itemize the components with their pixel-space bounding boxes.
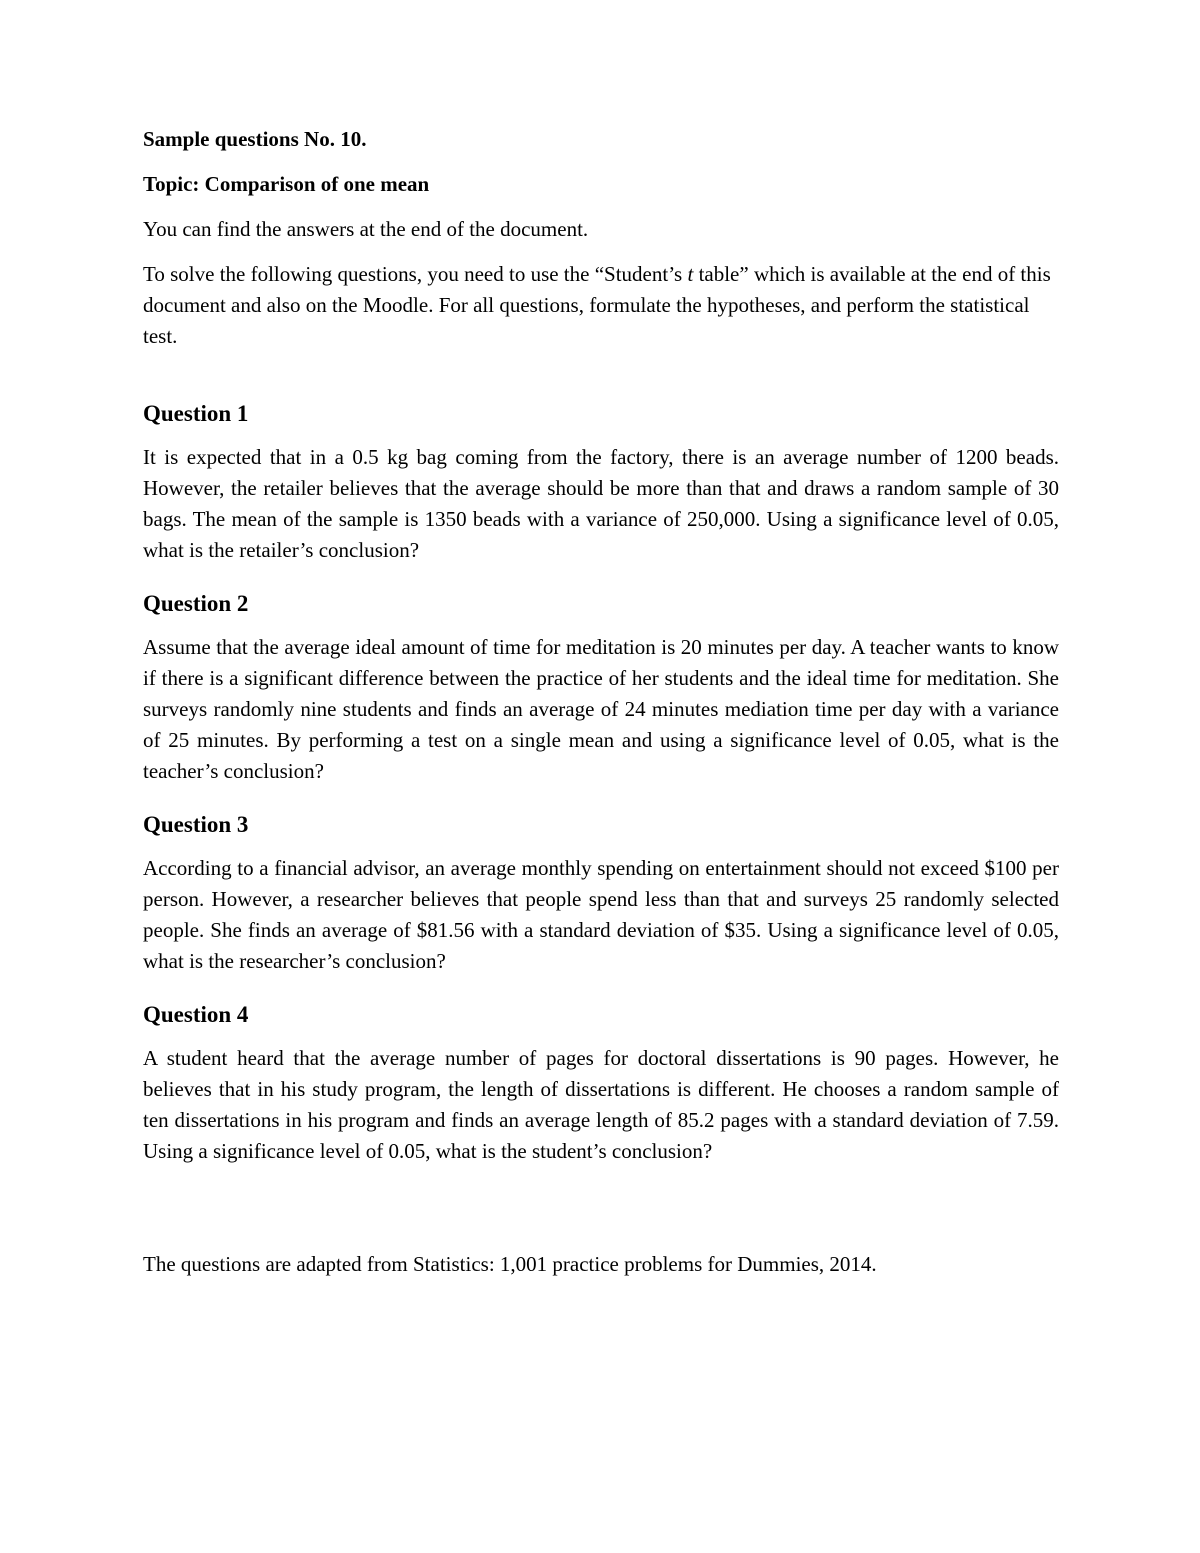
question-4-text: A student heard that the average number of pages for doctoral dissertations is 90 pages. However, he believes that in his study program, the length of dissertations is different. He chooses a random sample of ten dissertations in his program and finds an average length of 85.2 pages with a standard deviation of 7.59. Using a significance level of 0.05, what is the student’s conclusion? <box>143 1046 1059 1163</box>
source-note: The questions are adapted from Statistics: 1,001 practice problems for Dummies, 2014. <box>143 1252 877 1276</box>
question-1 <box>143 398 1059 566</box>
question-3-text: According to a financial advisor, an average monthly spending on entertainment should not exceed $100 per person. However, a researcher believes that people spend less than that and surveys 25 randomly selected people. She finds an average of $81.56 with a standard deviation of $35. Using a significance level of 0.05, what is the researcher’s conclusion? <box>143 856 1059 973</box>
intro-paragraph: You can find the answers at the end of the document. <box>143 217 589 241</box>
instructions-t-letter: t <box>687 262 694 286</box>
question-4-heading: Question 4 <box>143 1002 249 1027</box>
question-1-heading: Question 1 <box>143 401 249 426</box>
document-title: Sample questions No. 10. <box>143 127 367 151</box>
question-4 <box>143 999 1059 1167</box>
instructions-paragraph <box>143 259 1059 352</box>
document-body <box>143 124 1059 1294</box>
question-3-heading: Question 3 <box>143 812 249 837</box>
instructions-text-start: To solve the following questions, you need to use the “Student’s <box>143 262 688 286</box>
spacer <box>143 1189 1059 1249</box>
question-2 <box>143 588 1059 787</box>
document-topic: Topic: Comparison of one mean <box>143 172 430 196</box>
question-1-text: It is expected that in a 0.5 kg bag coming from the factory, there is an average number of 1200 beads. However, the retailer believes that the average should be more than that and draws a random sample of 30 bags. The mean of the sample is 1350 beads with a variance of 250,000. Using a significance level of 0.05, what is the retailer’s conclusion? <box>143 445 1059 562</box>
question-3 <box>143 809 1059 977</box>
instructions-text-end: table” which is available at the end of this document and also on the Moodle. For all questions, formulate the hypotheses, and perform the statistical test. <box>143 262 1051 348</box>
question-2-text: Assume that the average ideal amount of time for meditation is 20 minutes per day. A teacher wants to know if there is a significant difference between the practice of her students and the ideal time for meditation. She surveys randomly nine students and finds an average of 24 minutes mediation time per day with a variance of 25 minutes. By performing a test on a single mean and using a significance level of 0.05, what is the teacher’s conclusion? <box>143 635 1059 783</box>
question-2-heading: Question 2 <box>143 591 249 616</box>
